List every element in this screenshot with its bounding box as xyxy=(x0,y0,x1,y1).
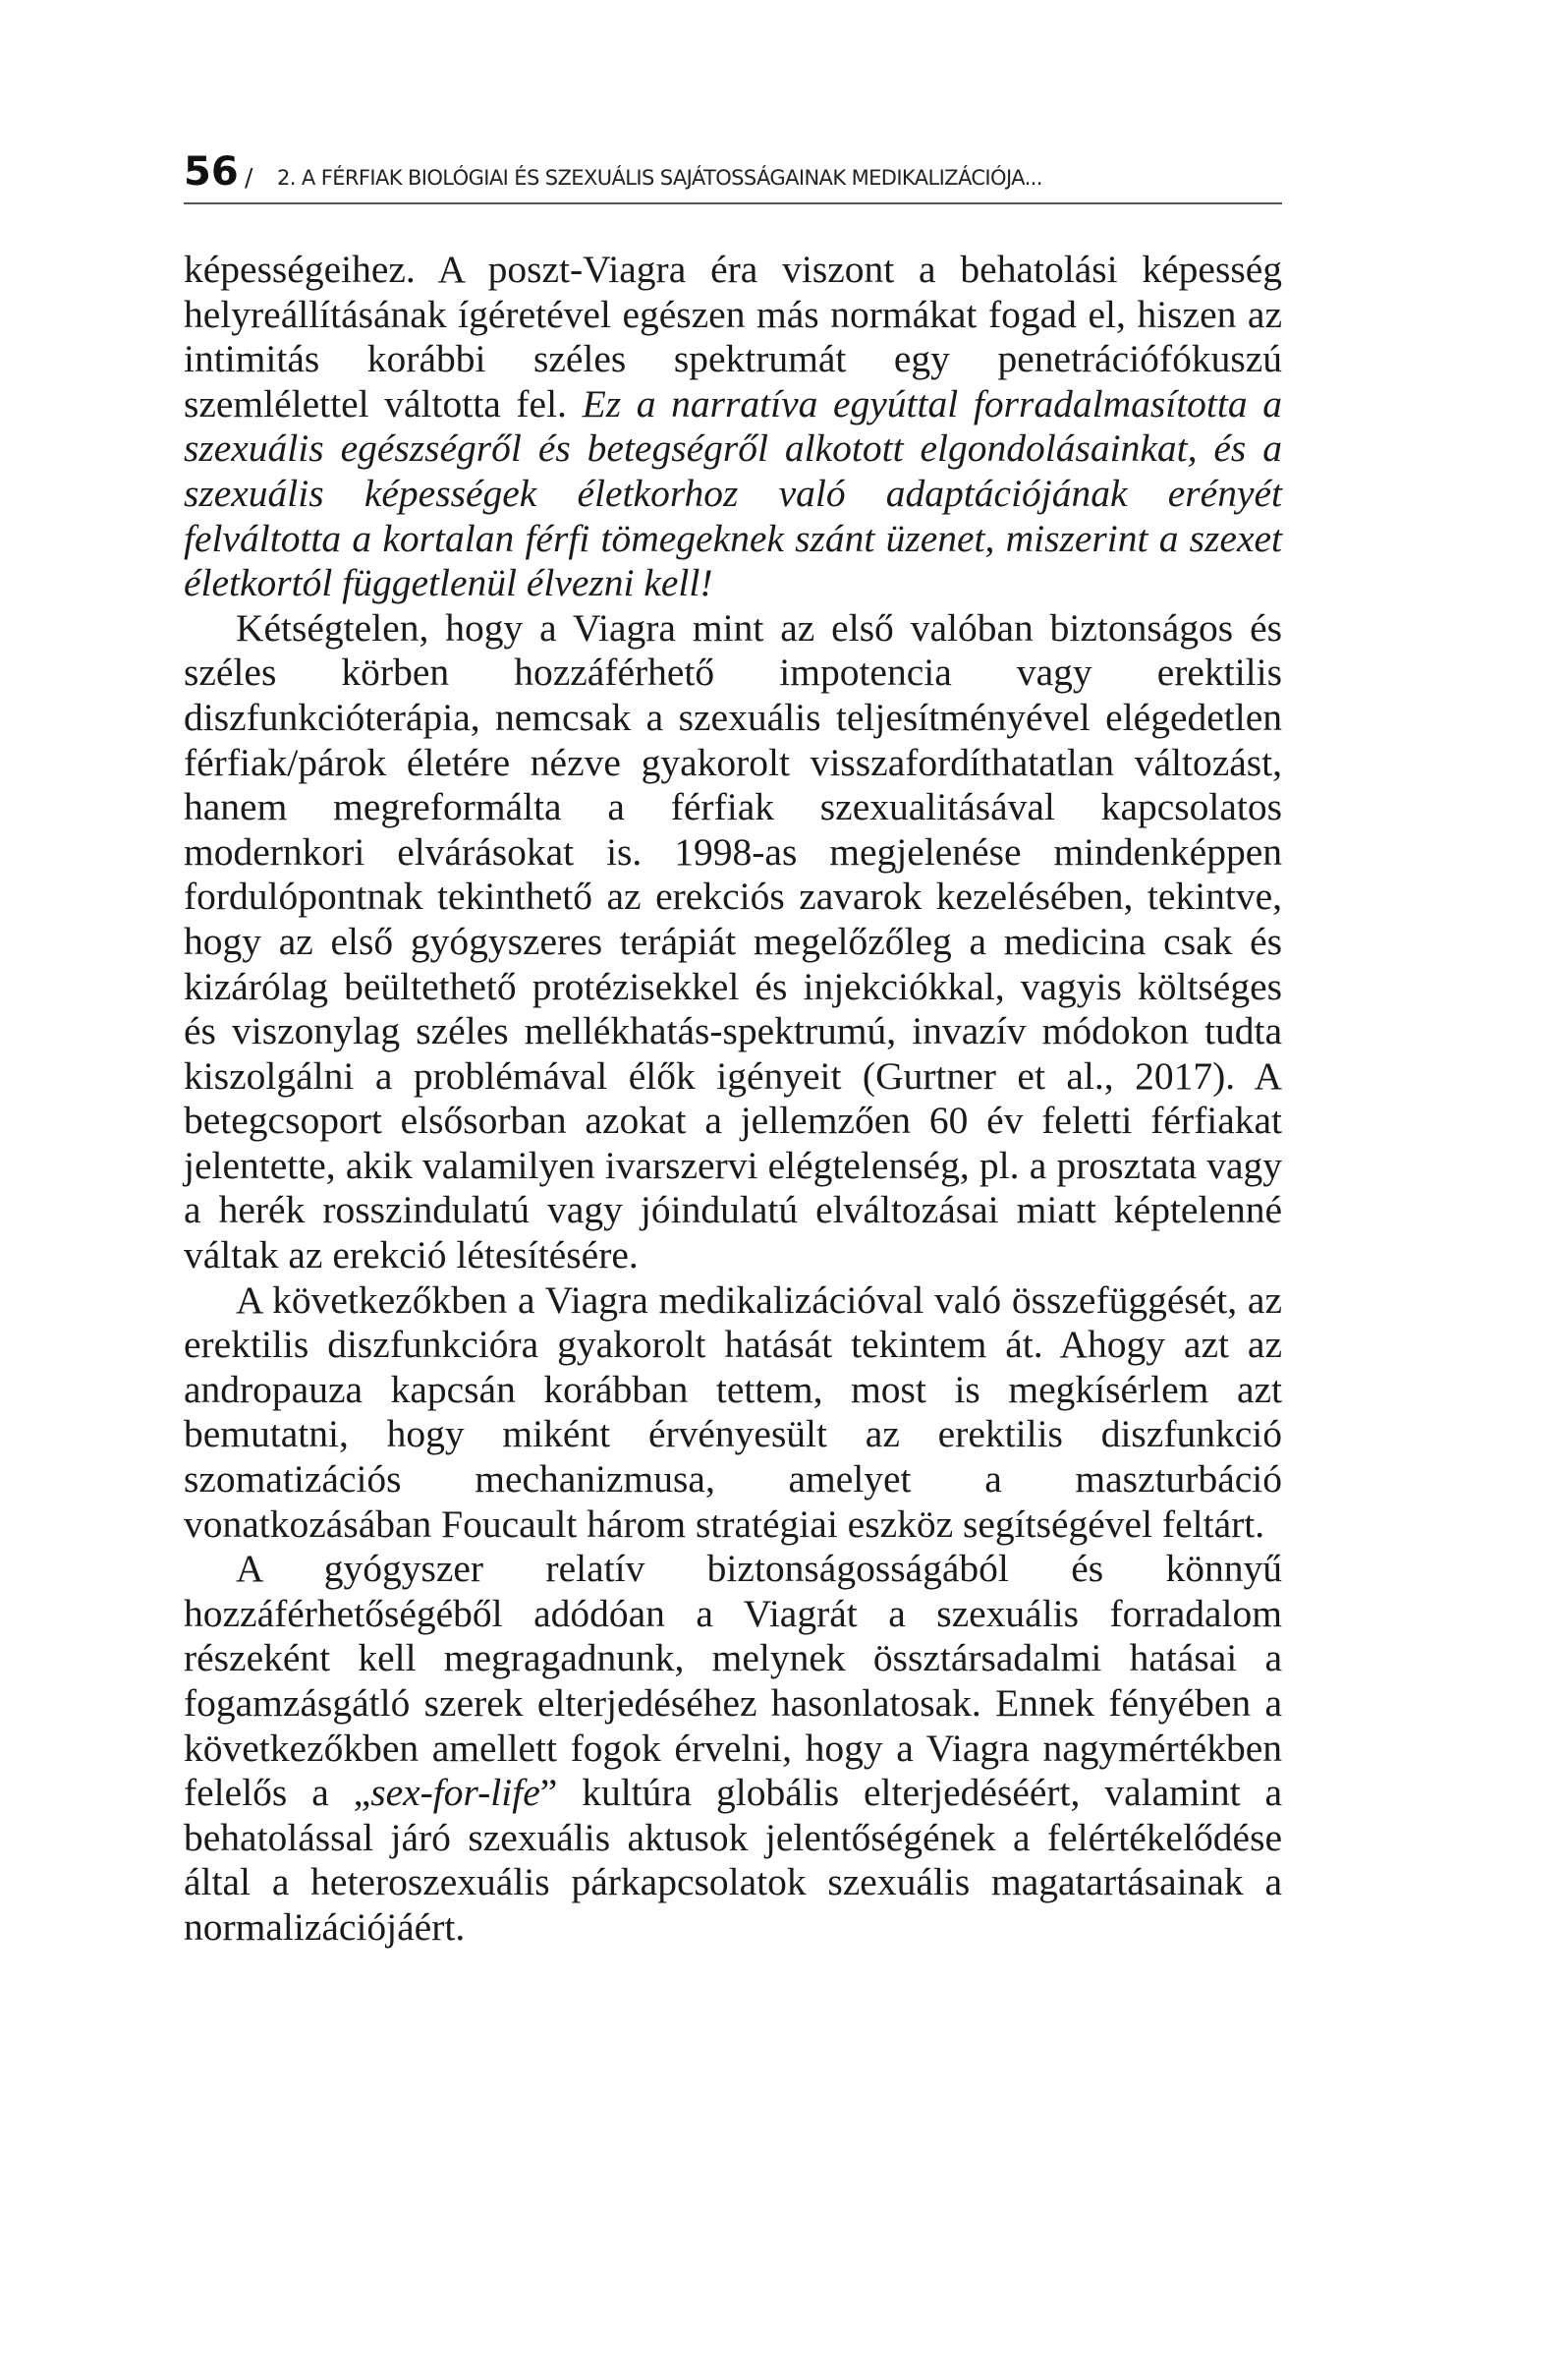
paragraph-1-text: képességeihez. A poszt-Viagra éra viszont a behatolási képesség helyreállításának ígéretével egészen más normákat fogad el, hiszen az intimitás korábbi széles spektrumát egy penetrációfókuszú szemlélettel váltotta fel. xyxy=(184,248,1282,425)
paragraph-4-text-before: A gyógyszer relatív biztonságosságából és könnyű hozzáférhetőségéből adódóan a Viagrát a szexuális forradalom részeként kell megragadnunk, melynek össztársadalmi hatásai a fogamzásgátló szerek elterjedéséhez hasonlatosak. Ennek fényében a következőkben amellett fogok érvelni, hogy a Viagra nagymértékben felelős a „ xyxy=(184,1547,1282,1815)
page-number: 56 xyxy=(184,149,239,195)
running-header xyxy=(184,147,1282,204)
paragraph-4-italic: sex-for-life xyxy=(370,1771,540,1815)
paragraph-1 xyxy=(184,248,1282,606)
paragraph-1-italic: Ez a narratíva egyúttal forradalmasította a szexuális egészségről és betegségről alkotott elgondolásainkat, és a szexuális képességek életkorhoz való adaptációjának erényét felváltotta a kortalan férfi tömegeknek szánt üzenet, miszerint a szexet életkortól függetlenül élvezni kell! xyxy=(184,381,1283,605)
paragraph-4 xyxy=(184,1547,1282,1950)
paragraph-3: A következőkben a Viagra medikalizációval való összefüggését, az erektilis diszfunkcióra gyakorolt hatását tekintem át. Ahogy azt az andropauza kapcsán korábban tettem, most is megkísérlem azt bemutatni, hogy miként érvényesült az erektilis diszfunkció szomatizációs mechanizmusa, amelyet a maszturbáció vonatkozásában Foucault három stratégiai eszköz segítségével feltárt. xyxy=(184,1277,1282,1546)
chapter-title: 2. A FÉRFIAK BIOLÓGIAI ÉS SZEXUÁLIS SAJÁTOSSÁGAINAK MEDIKALIZÁCIÓJA... xyxy=(277,166,1042,190)
paragraph-4-text-after: ” kultúra globális elterjedéséért, valamint a behatolással járó szexuális aktusok jelentőségének a felértékelődése által a heteroszexuális párkapcsolatok szexuális magatartásainak a normalizációjáért. xyxy=(184,1771,1282,1949)
header-separator: / xyxy=(245,163,253,192)
paragraph-2: Kétségtelen, hogy a Viagra mint az első valóban biztonságos és széles körben hozzáférhető impotencia vagy erektilis diszfunkcióterápia, nemcsak a szexuális teljesítményével elégedetlen férfiak/párok életére nézve gyakorolt visszafordíthatatlan változást, hanem megreformálta a férfiak szexualitásával kapcsolatos modernkori elvárásokat is. 1998-as megjelenése mindenképpen fordulópontnak tekinthető az erekciós zavarok kezelésében, tekintve, hogy az első gyógyszeres terápiát megelőzőleg a medicina csak és kizárólag beültethető protézisekkel és injekciókkal, vagyis költséges és viszonylag széles mellékhatás-spektrumú, invazív módokon tudta kiszolgálni a problémával élők igényeit (Gurtner et al., 2017). A betegcsoport elsősorban azokat a jellemzően 60 év feletti férfiakat jelentette, akik valamilyen ivarszervi elégtelenség, pl. a prosztata vagy a herék rosszindulatú vagy jóindulatú elváltozásai miatt képtelenné váltak az erekció létesítésére. xyxy=(184,605,1282,1277)
body-text xyxy=(184,248,1282,1951)
